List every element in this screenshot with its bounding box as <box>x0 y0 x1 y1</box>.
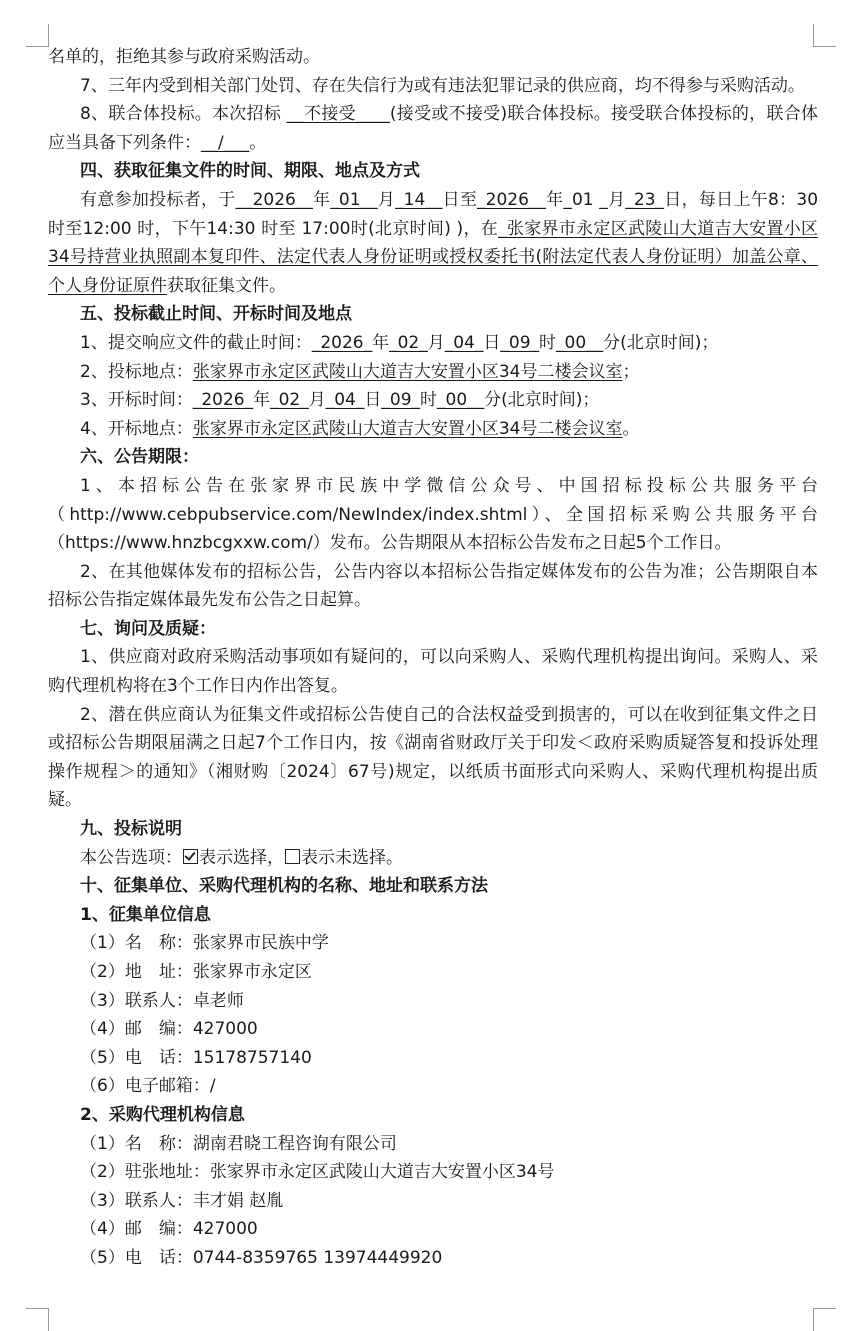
obtain-paragraph: 有意参加投标者，于__2026__年_01__月_14__日至_2026__年_01 _月_23_日，每日上午8：30 时至12:00 时，下午14:30 时至 17:00时(北京时间) )，在_张家界市永定区武陵山大道吉大安置小区34号持营业执照副本复印件、法定代表人身份证明或授权委托书(附法定代表人身份证明）加盖公章、个人身份证原件获取征集文件。 <box>48 189 819 296</box>
section-heading: 十、征集单位、采购代理机构的名称、地址和联系方法 <box>80 876 488 897</box>
info-line: （3）联系人：卓老师 <box>80 990 244 1011</box>
page-corner-mark <box>26 24 49 47</box>
page-corner-mark <box>813 1308 836 1331</box>
info-line: （2）驻张地址：张家界市永定区武陵山大道吉大安置小区34号 <box>80 1162 555 1183</box>
unchecked-box-icon <box>285 849 300 864</box>
subsection-heading: 1、征集单位信息 <box>80 904 211 925</box>
info-line: （1）名 称：湖南君晓工程咨询有限公司 <box>80 1133 397 1154</box>
info-line: （6）电子邮箱：/ <box>80 1076 216 1097</box>
section-heading: 九、投标说明 <box>80 819 182 840</box>
paragraph: 1、供应商对政府采购活动事项如有疑问的，可以向采购人、采购代理机构提出询问。采购人、采购代理机构将在3个工作日内作出答复。 <box>48 647 818 697</box>
section-heading: 七、询问及质疑： <box>80 618 216 639</box>
bid-place-line: 2、投标地点：张家界市永定区武陵山大道吉大安置小区34号二楼会议室； <box>80 361 640 382</box>
paragraph: 2、在其他媒体发布的招标公告，公告内容以本招标公告指定媒体发布的公告为准；公告期限自本招标公告指定媒体最先发布公告之日起算。 <box>48 561 818 611</box>
open-place-line: 4、开标地点：张家界市永定区武陵山大道吉大安置小区34号二楼会议室。 <box>80 418 640 439</box>
subsection-heading: 2、采购代理机构信息 <box>80 1104 245 1125</box>
joint-bid-paragraph: 8、联合体投标。本次招标 __不接受____(接受或不接受)联合体投标。接受联合体投标的，联合体应当具备下列条件：__/___。 <box>48 104 818 153</box>
deadline-line: 1、提交响应文件的截止时间：_2026_年_02_月_04_日_09_时_00__分(北京时间)； <box>80 332 719 353</box>
info-line: （3）联系人：丰才娟 赵胤 <box>80 1190 284 1211</box>
section-heading: 四、获取征集文件的时间、期限、地点及方式 <box>80 161 420 182</box>
info-line: （2）地 址：张家界市永定区 <box>80 962 312 982</box>
info-line: （4）邮 编：427000 <box>80 1219 258 1240</box>
section-heading: 六、公告期限： <box>80 447 199 468</box>
blank-field: __不接受____ <box>286 104 390 125</box>
obtain-location: _张家界市永定区武陵山大道吉大安置小区34号持营业执照副本复印件、法定代表人身份证明或授权委托书(附法定代表人身份证明）加盖公章、个人身份证原件 <box>48 218 818 296</box>
paragraph: 2、潜在供应商认为征集文件或招标公告使自己的合法权益受到损害的，可以在收到征集文件之日或招标公告期限届满之日起7个工作日内，按《湖南省财政厅关于印发＜政府采购质疑答复和投诉处理操作规程＞的通知》（湘财购〔2024〕67号)规定，以纸质书面形式向采购人、采购代理机构提出质疑。 <box>48 704 818 811</box>
info-line: （1）名 称：张家界市民族中学 <box>80 933 329 954</box>
info-line: （5）电 话：15178757140 <box>80 1047 312 1068</box>
paragraph: 名单的，拒绝其参与政府采购活动。 <box>48 47 320 67</box>
section-heading: 五、投标截止时间、开标时间及地点 <box>80 304 352 325</box>
info-line: （4）邮 编：427000 <box>80 1019 258 1040</box>
paragraph: 1、本招标公告在张家界市民族中学微信公众号、中国招标投标公共服务平台（http://www.cebpubservice.com/NewIndex/index.shtml）、全国招标采购公共服务平台（https://www.hnzbcgxxw.com/）发布。公告期限从本招标公告发布之日起5个工作日。 <box>48 475 818 554</box>
checkbox-legend: 本公告选项： 表示选择， 表示未选择。 <box>80 847 403 868</box>
page-corner-mark <box>26 1308 49 1331</box>
document-body <box>48 43 818 1273</box>
paragraph: 7、三年内受到相关部门处罚、存在失信行为或有违法犯罪记录的供应商，均不得参与采购活动。 <box>80 75 805 96</box>
info-line: （5）电 话：0744-8359765 13974449920 <box>80 1247 443 1268</box>
blank-field: __/___ <box>201 132 250 153</box>
checked-box-icon <box>183 849 198 864</box>
open-time-line: 3、开标时间：_2026_年_02_月_04_日_09_时_00__分(北京时间)； <box>80 390 600 411</box>
